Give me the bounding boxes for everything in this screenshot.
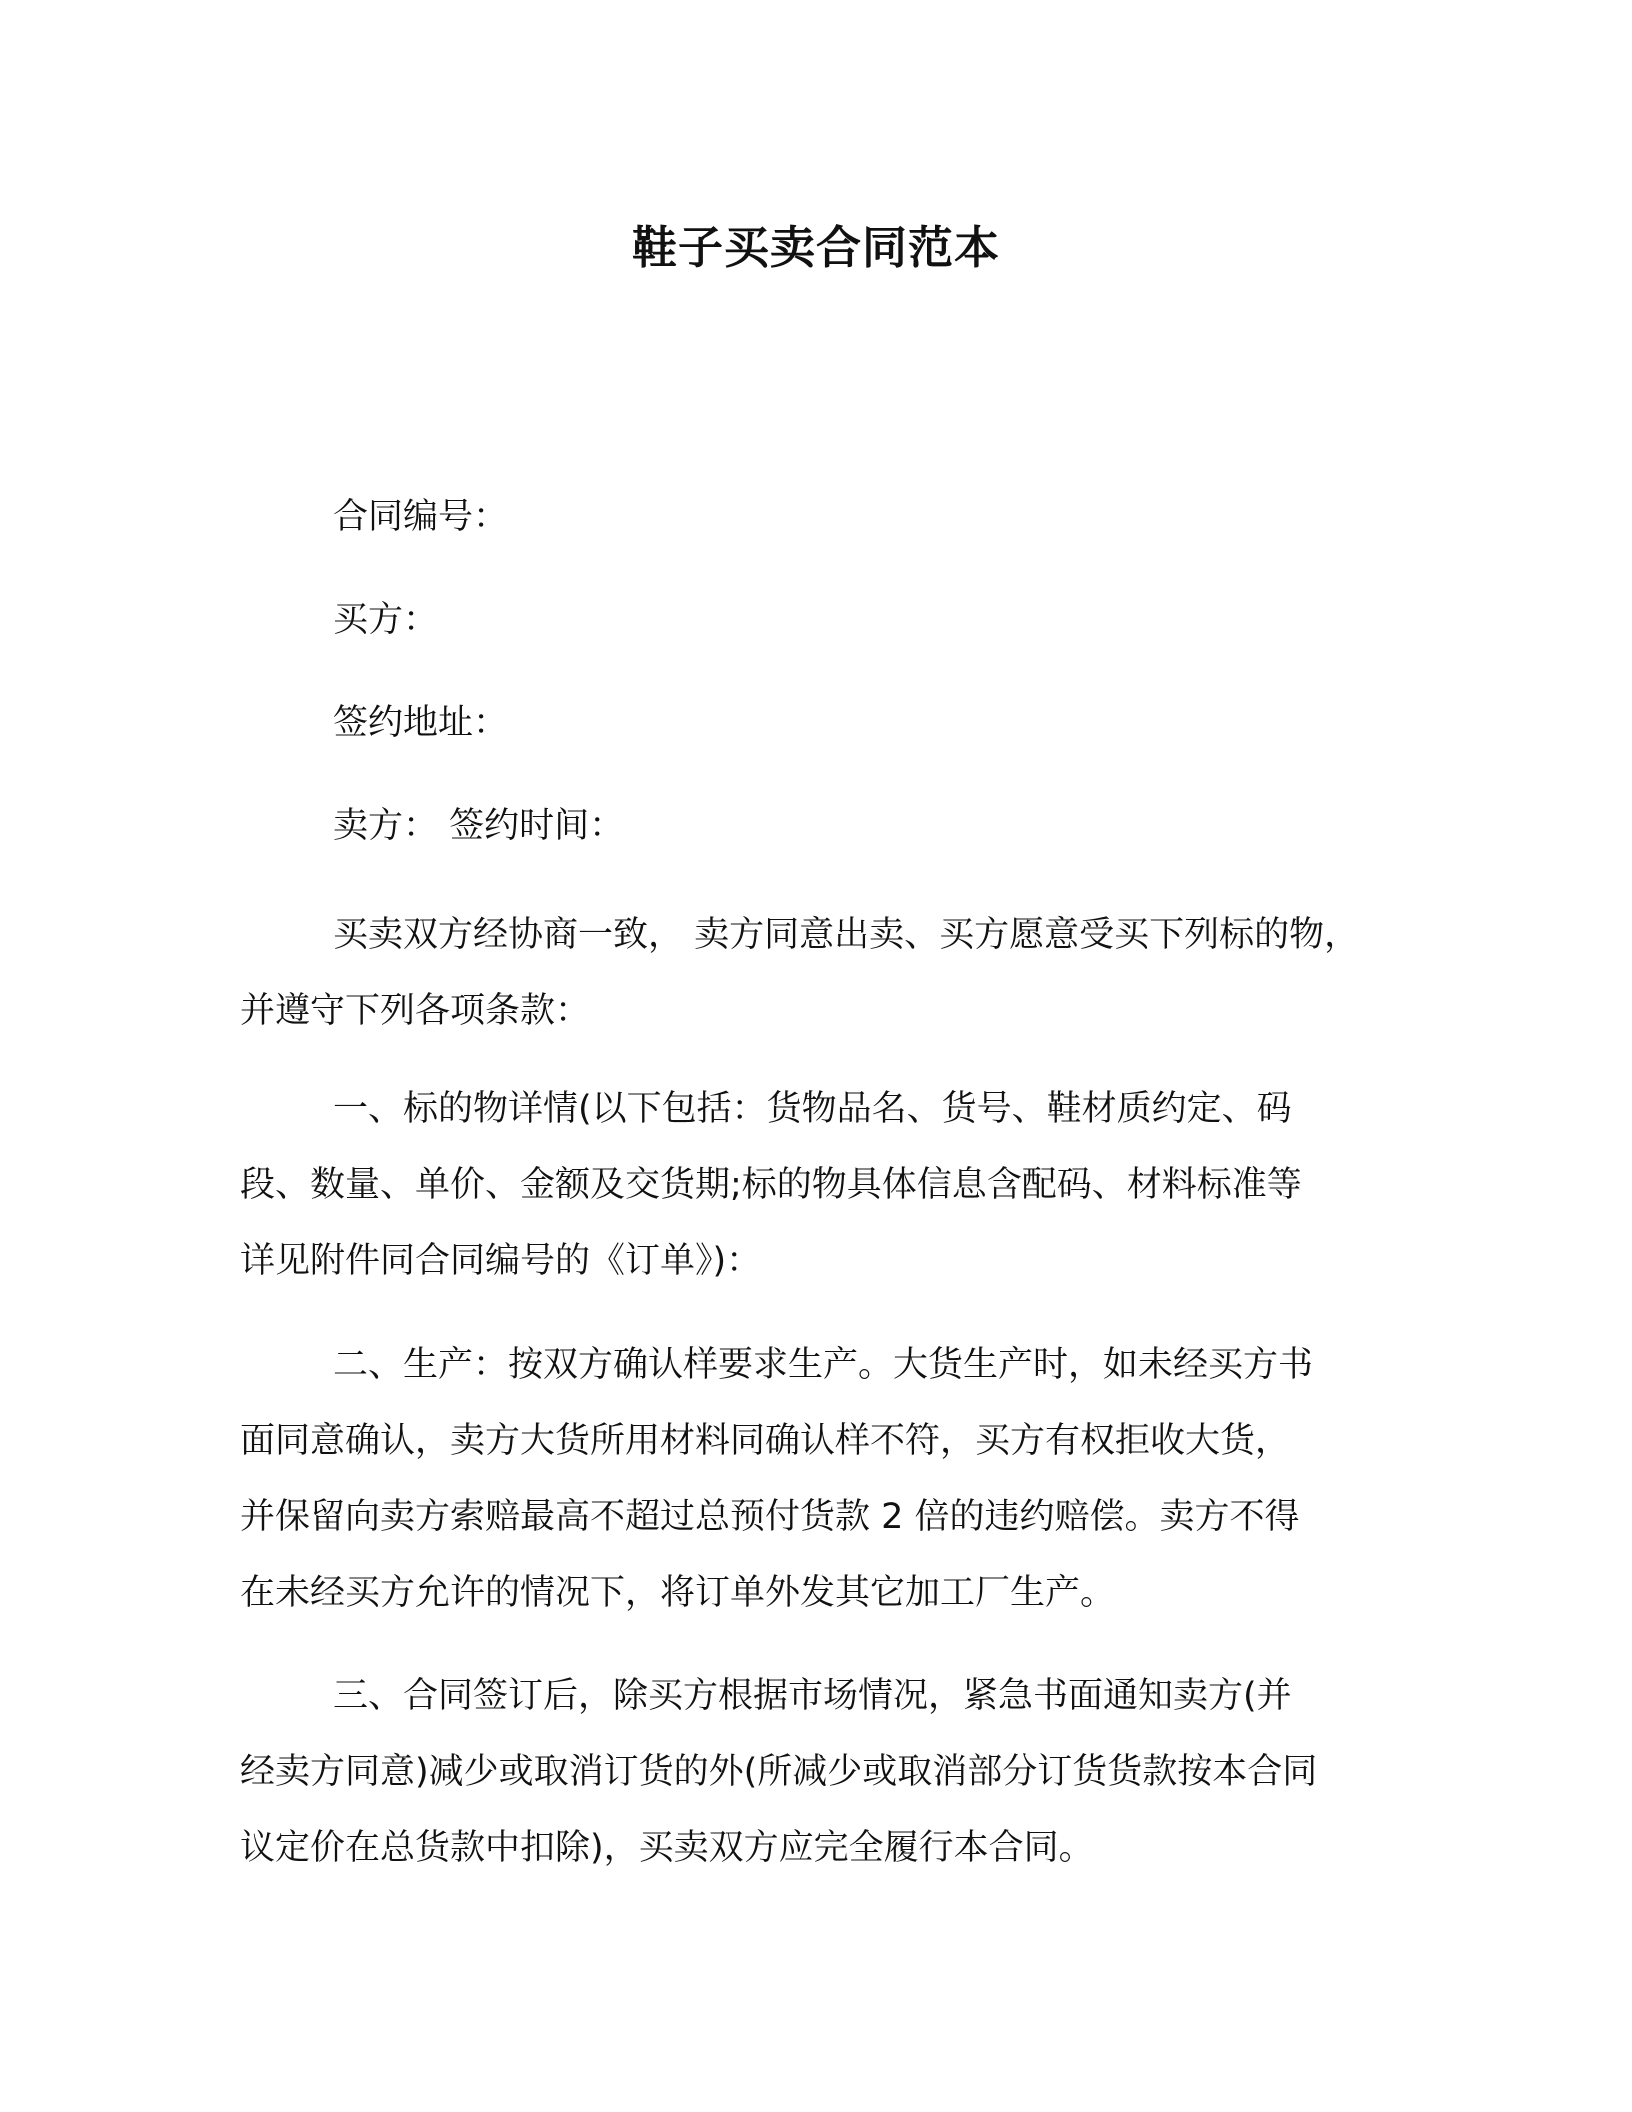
paragraph-line: 并遵守下列各项条款： [240, 991, 591, 1031]
paragraph-line: 详见附件同合同编号的《订单》)： [240, 1241, 762, 1281]
paragraph-line: 经卖方同意)减少或取消订货的外(所减少或取消部分订货货款按本合同 [240, 1752, 1318, 1792]
paragraph-line: 在未经买方允许的情况下，将订单外发其它加工厂生产。 [240, 1573, 1116, 1613]
paragraph-line: 面同意确认，卖方大货所用材料同确认样不符，买方有权拒收大货， [240, 1421, 1291, 1461]
paragraph-line: 三、合同签订后，除买方根据市场情况，紧急书面通知卖方(并 [333, 1676, 1292, 1716]
seller-signing-time-field: 卖方： 签约时间： [333, 806, 625, 846]
clause-2-paragraph [240, 1327, 1410, 1631]
paragraph-line: 买卖双方经协商一致， 卖方同意出卖、买方愿意受买下列标的物， [333, 915, 1360, 955]
paragraph-line: 议定价在总货款中扣除)，买卖双方应完全履行本合同。 [240, 1828, 1094, 1868]
signing-address-field: 签约地址： [333, 703, 509, 743]
clause-1-paragraph [240, 1071, 1410, 1299]
contract-number-field: 合同编号： [333, 497, 509, 537]
clause-3-paragraph [240, 1658, 1410, 1886]
document-title: 鞋子买卖合同范本 [631, 221, 1000, 274]
paragraph-line: 一、标的物详情(以下包括：货物品名、货号、鞋材质约定、码 [333, 1089, 1292, 1129]
paragraph-line: 二、生产：按双方确认样要求生产。大货生产时，如未经买方书 [333, 1345, 1314, 1385]
buyer-field: 买方： [333, 600, 439, 640]
paragraph-line: 并保留向卖方索赔最高不超过总预付货款 2 倍的违约赔偿。卖方不得 [240, 1497, 1300, 1537]
paragraph-line: 段、数量、单价、金额及交货期;标的物具体信息含配码、材料标准等 [240, 1165, 1302, 1205]
intro-paragraph [240, 897, 1410, 1049]
